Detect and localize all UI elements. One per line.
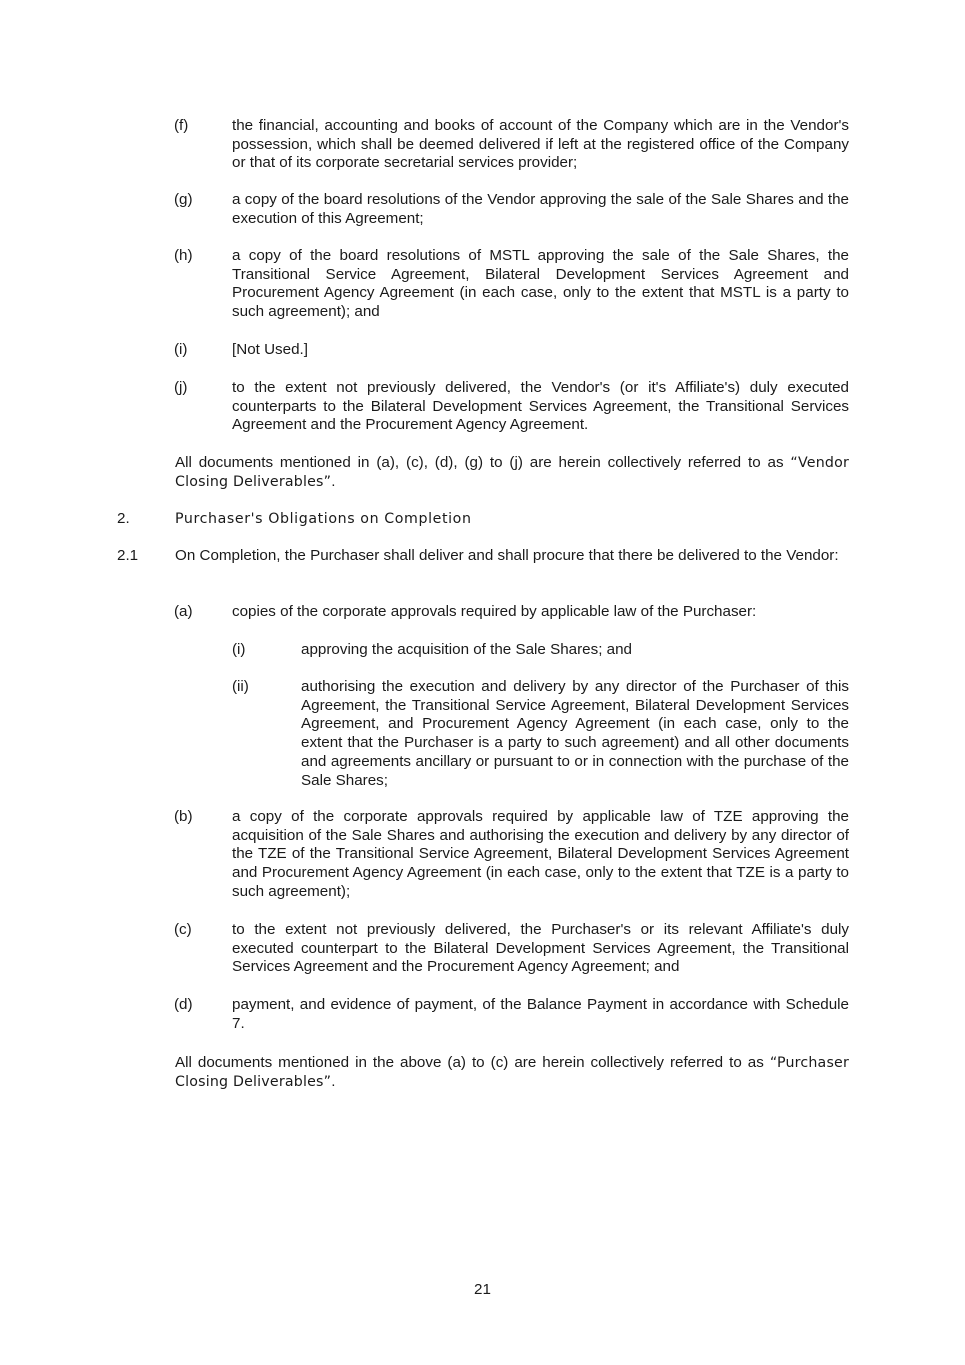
paragraph-end: .	[331, 472, 336, 490]
page-number: 21	[474, 1281, 491, 1298]
paragraph-end: .	[331, 1072, 336, 1090]
clause-number: 2.1	[117, 547, 139, 564]
item-text: a copy of the board resolutions of the Vendor approving the sale of the Sale Shares and the execution of this Agreement;	[232, 191, 849, 227]
item-label: (h)	[174, 247, 193, 264]
item-text: copies of the corporate approvals required by applicable law of the Purchaser:	[232, 603, 757, 620]
clause-text: On Completion, the Purchaser shall deliver and shall procure that there be delivered to the Vendor:	[175, 547, 839, 564]
item-label: (i)	[232, 641, 246, 658]
item-text: approving the acquisition of the Sale Shares; and	[301, 641, 632, 658]
defined-term: “Purchaser Closing Deliverables”	[175, 1055, 849, 1090]
item-text: a copy of the board resolutions of MSTL approving the sale of the Sale Shares, the Transitional Service Agreement, Bilateral Development Services Agreement and Procurement Agency Agreement (in each case, only to the extent that MSTL is a party to such agreement); and	[232, 247, 849, 321]
item-label: (ii)	[232, 678, 249, 695]
paragraph-text: All documents mentioned in (a), (c), (d), (g) to (j) are herein collectively referred to as	[175, 454, 791, 471]
item-label: (c)	[174, 921, 192, 938]
item-label: (d)	[174, 996, 193, 1013]
item-text: payment, and evidence of payment, of the Balance Payment in accordance with Schedule 7.	[232, 996, 849, 1032]
item-text: to the extent not previously delivered, the Vendor's (or it's Affiliate's) duly executed counterparts to the Bilateral Development Services Agreement, the Transitional Services Agreement and the Procurement Agency Agreement.	[232, 379, 849, 434]
item-label: (a)	[174, 603, 193, 620]
item-text: authorising the execution and delivery by any director of the Purchaser of this Agreement, the Transitional Service Agreement, Bilateral Development Services Agreement, and Procurement Agency Agreement (in each case, only to the extent that the Purchaser is a party to such agreement) and all other documents and agreements ancillary or pursuant to or in connection with the purchase of the Sale Shares;	[301, 678, 849, 789]
item-text: the financial, accounting and books of account of the Company which are in the Vendor's possession, which shall be deemed delivered if left at the registered office of the Company or that of its corporate secretarial services provider;	[232, 117, 849, 172]
item-label: (b)	[174, 808, 193, 825]
defined-term: “Vendor Closing Deliverables”	[175, 455, 849, 490]
section-number: 2.	[117, 510, 130, 527]
item-label: (j)	[174, 379, 188, 396]
item-text: to the extent not previously delivered, the Purchaser's or its relevant Affiliate's duly executed counterpart to the Bilateral Development Services Agreement, the Transitional Services Agreement and the Procurement Agency Agreement; and	[232, 921, 849, 976]
item-label: (i)	[174, 341, 188, 358]
paragraph-text: All documents mentioned in the above (a) to (c) are herein collectively referred to as	[175, 1054, 770, 1071]
item-label: (g)	[174, 191, 193, 208]
item-label: (f)	[174, 117, 189, 134]
item-text: a copy of the corporate approvals required by applicable law of TZE approving the acquisition of the Sale Shares and authorising the execution and delivery by any director of the TZE of the Transitional Service Agreement, Bilateral Development Services Agreement and Procurement Agency Agreement (in each case, only to the extent that TZE is a party to such agreement);	[232, 808, 849, 900]
item-text: [Not Used.]	[232, 341, 308, 358]
section-title: Purchaser's Obligations on Completion	[175, 511, 472, 527]
